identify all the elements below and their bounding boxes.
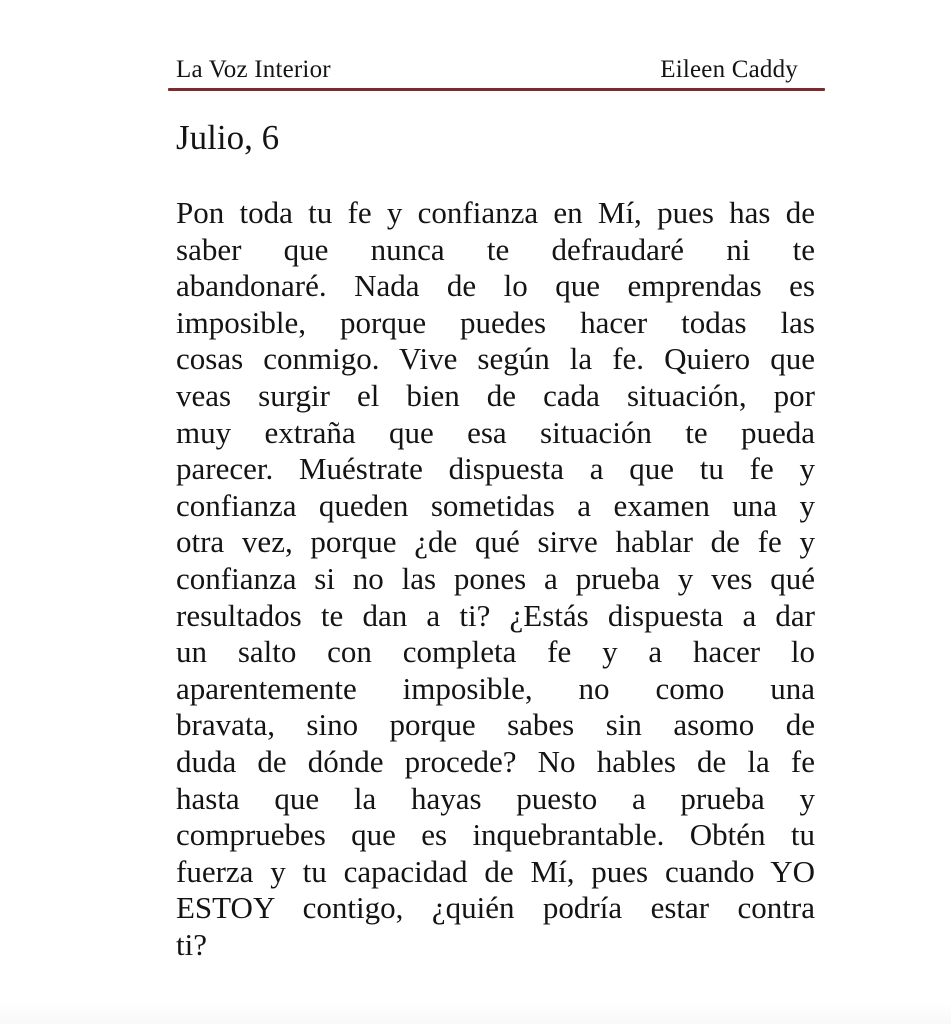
text-line: veas surgir el bien de cada situación, por [176,377,815,413]
text-line: saber que nunca te defraudaré ni te [176,231,815,267]
text-line: un salto con completa fe y a hacer lo [176,634,815,670]
text-line: aparentemente imposible, no como una [176,670,815,706]
text-line: resultados te dan a ti? ¿Estás dispuesta a dar [176,597,815,633]
text-line: ti? [176,926,207,962]
text-line: imposible, porque puedes hacer todas las [176,304,815,340]
text-line: hasta que la hayas puesto a prueba y [176,780,815,816]
text-line: bravata, sino porque sabes sin asomo de [176,707,815,743]
reading-text [176,195,815,963]
text-line: fuerza y tu capacidad de Mí, pues cuando YO [176,853,815,889]
page-header [176,55,815,85]
text-line: ESTOY contigo, ¿quién podría estar contra [176,890,815,926]
text-line: Pon toda tu fe y confianza en Mí, pues has de [176,195,815,230]
text-line: abandonaré. Nada de lo que emprendas es [176,268,815,304]
text-line: confianza queden sometidas a examen una y [176,487,815,523]
text-line: duda de dónde procede? No hables de la fe [176,743,815,779]
text-line: compruebes que es inquebrantable. Obtén tu [176,817,815,853]
text-line: parecer. Muéstrate dispuesta a que tu fe y [176,451,815,487]
text-line: muy extraña que esa situación te pueda [176,414,815,450]
page-bottom-edge [0,1002,951,1024]
date-heading: Julio, 6 [176,118,280,157]
author-name: Eileen Caddy [660,56,798,83]
book-title: La Voz Interior [176,56,331,83]
text-line: confianza si no las pones a prueba y ves qué [176,560,815,596]
text-line: otra vez, porque ¿de qué sirve hablar de fe y [176,524,815,560]
header-rule [168,88,825,91]
text-line: cosas conmigo. Vive según la fe. Quiero que [176,341,815,377]
